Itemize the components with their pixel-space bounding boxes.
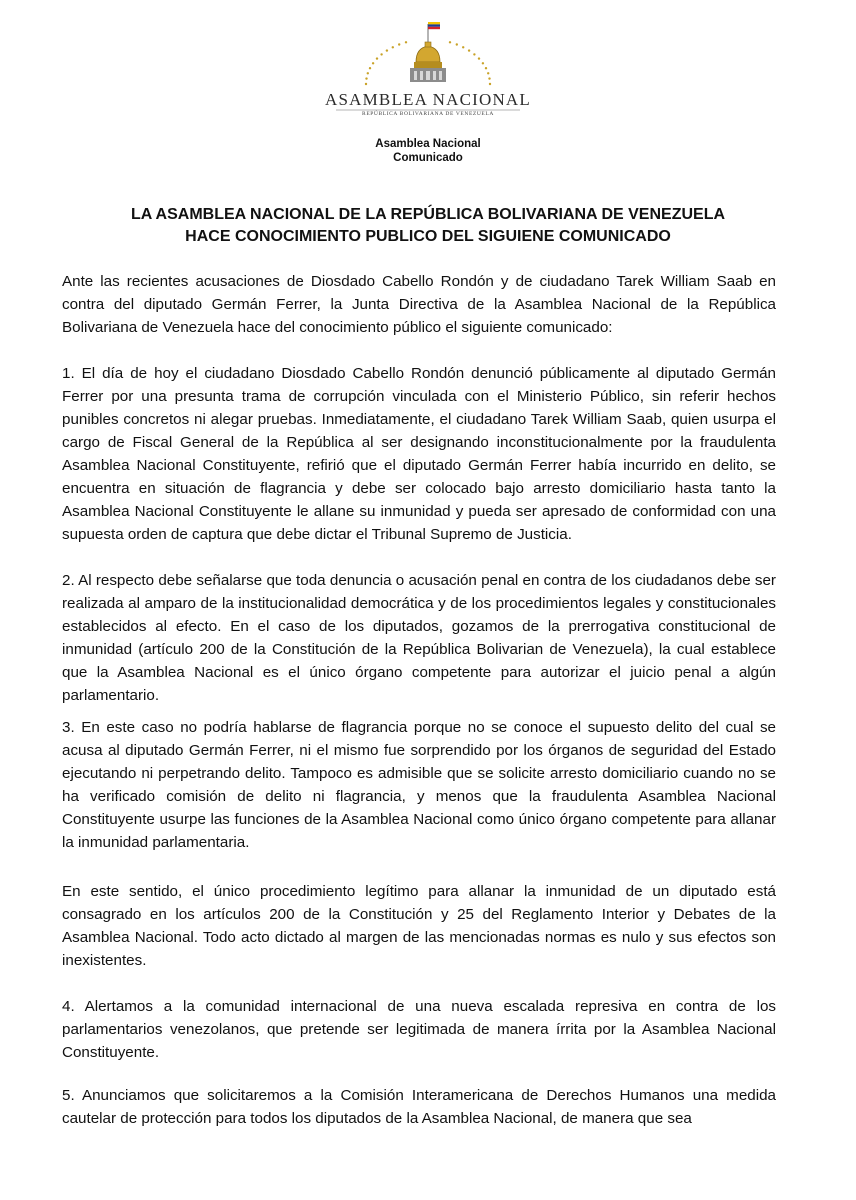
logo-arc-dot [482,62,484,64]
logo-arc-dot [462,46,464,48]
header-document-type: Comunicado [393,152,463,164]
logo-arc-dot [449,41,451,43]
logo-arc-dot [468,49,470,51]
logo-arc-dot [365,83,367,85]
paragraph-point-1: 1. El día de hoy el ciudadano Diosdado Cabello Rondón denunció públicamente al diputado Germán Ferrer por una presunta trama de corrupción vinculada con el Ministerio Público, sin referir hechos punibles concretos ni alegar pruebas. Inmediatamente, el ciudadano Tarek William Saab, quien usurpa el cargo de Fiscal General de la República al ser designando inconstitucionalmente por la fraudulenta Asamblea Nacional Constituyente, refirió que el diputado Germán Ferrer había incurrido en delito, se encuentra en situación de flagrancia y debe ser colocado bajo arresto domiciliario hasta tanto la Asamblea Nacional Constituyente le allane su inmunidad y pueda ser apresado de conformidad con una supuesta orden de captura que debe dictar el Tribunal Supremo de Justicia. [62,365,776,543]
logo-arc-dot [372,62,374,64]
logo-arc-dot [369,67,371,69]
paragraph-point-5: 5. Anunciamos que solicitaremos a la Comisión Interamericana de Derechos Humanos una medida cautelar de protección para todos los diputados de la Asamblea Nacional, de manera que sea [62,1087,776,1127]
title-line-1: LA ASAMBLEA NACIONAL DE LA REPÚBLICA BOLIVARIANA DE VENEZUELA [130,206,726,223]
paragraph-procedure: En este sentido, el único procedimiento legítimo para allanar la inmunidad de un diputado está consagrado en los artículos 200 de la Constitución y 25 del Reglamento Interior y Debates de la Asamblea Nacional. Todo acto dictado al margen de las mencionadas normas es nulo y sus efectos son inexistentes. [62,883,776,969]
logo-arc-dot [380,53,382,55]
logo-arc-dot [488,77,490,79]
logo-arc-dot [392,46,394,48]
logo-arc-dot [478,57,480,59]
logo-arc-dot [398,43,400,45]
logo-arc-dot [365,77,367,79]
logo-arc-dot [489,83,491,85]
asamblea-nacional-logo [318,18,538,130]
logo-arc-dot [376,57,378,59]
header-institution: Asamblea Nacional [375,138,481,150]
logo-arc-dot [485,67,487,69]
logo-arc-dot [487,72,489,74]
logo-subtitle: REPÚBLICA BOLIVARIANA DE VENEZUELA [362,111,494,117]
logo-arc-dot [367,72,369,74]
paragraph-intro: Ante las recientes acusaciones de Diosdado Cabello Rondón y de ciudadano Tarek William Saab en contra del diputado Germán Ferrer, la Junta Directiva de la Asamblea Nacional de la República Bolivariana de Venezuela hace del conocimiento público el siguiente comunicado: [62,273,776,336]
paragraph-point-4: 4. Alertamos a la comunidad internacional de una nueva escalada represiva en contra de los parlamentarios venezolanos, que pretende ser legitimada de manera írrita por la Asamblea Nacional Constituyente. [62,998,776,1061]
title-line-2: HACE CONOCIMIENTO PUBLICO DEL SIGUIENE COMUNICADO [185,228,671,245]
paragraph-point-3: 3. En este caso no podría hablarse de flagrancia porque no se conoce el supuesto delito del cual se acusa al diputado Germán Ferrer, ni el mismo fue sorprendido por los órganos de seguridad del Estado ejecutando ni perpetrando delito. Tampoco es admisible que se solicite arresto domiciliario cuando no se ha verificado comisión de delito ni flagrancia, y menos que la fraudulenta Asamblea Nacional Constituyente usurpe las funciones de la Asamblea Nacional como único órgano competente para allanar la inmunidad parlamentaria. [62,719,776,851]
logo-arc-dot [456,43,458,45]
logo-arc-dot [473,53,475,55]
logo-arc-dot [386,49,388,51]
paragraph-point-2: 2. Al respecto debe señalarse que toda denuncia o acusación penal en contra de los ciudadanos debe ser realizada al amparo de la institucionalidad democrática y de los procedimientos legales y constitucionales establecidos al efecto. En el caso de los diputados, gozamos de la prerrogativa constitucional de inmunidad (artículo 200 de la Constitución de la República Bolivarian de Venezuela), la cual establece que la Asamblea Nacional es el único órgano competente para autorizar el juicio penal a algún parlamentario. [62,572,776,704]
logo-arc-dot [405,41,407,43]
logo-name: ASAMBLEA NACIONAL [325,90,531,109]
